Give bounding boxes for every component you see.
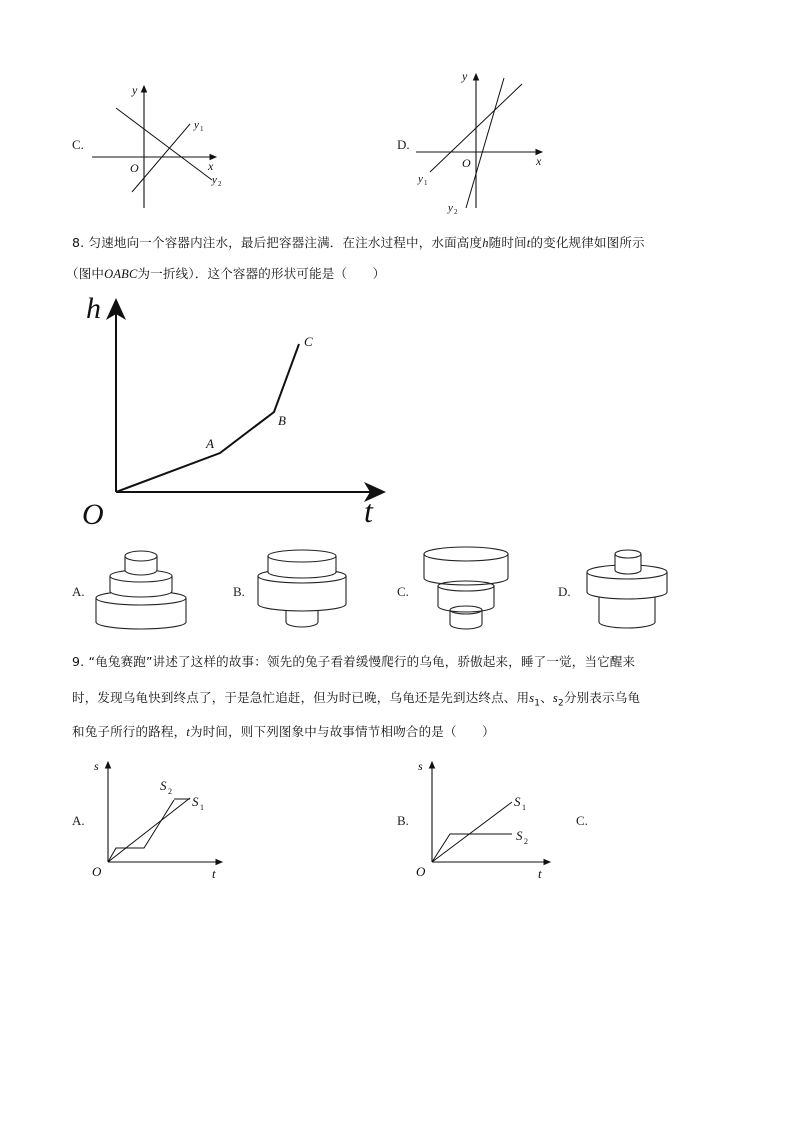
q8-container-d [583, 546, 673, 632]
origin-label: O [92, 864, 102, 879]
h-axis-label: h [86, 292, 101, 325]
q9-option-b-label: B. [397, 813, 409, 828]
point-c-label: C [304, 334, 313, 349]
y2-label: y [448, 202, 453, 214]
q9-text-line1: 9. “龟兔赛跑”讲述了这样的故事：领先的兔子看着缓慢爬行的乌龟，骄傲起来，睡了一觉，当它醒来 [72, 654, 636, 669]
q8-option-b-label: B. [233, 584, 245, 599]
line-s1 [432, 802, 512, 862]
q7-graph-d [410, 66, 560, 218]
q8-option-c-label: C. [397, 584, 409, 599]
y1-sub: 1 [200, 125, 204, 133]
s-axis-label: s [418, 759, 423, 773]
oabc-polyline [116, 344, 299, 492]
t-axis-label: t [212, 866, 216, 881]
x-axis-label: x [536, 154, 542, 168]
q9-option-c-label: C. [576, 813, 588, 828]
q8-container-a [92, 546, 190, 632]
origin-label: O [462, 156, 471, 170]
s-axis-label: s [94, 759, 99, 773]
s2-sub: 2 [168, 787, 172, 796]
y2-sub: 2 [218, 180, 222, 188]
q8-option-d-label: D. [558, 584, 571, 599]
y1-label: y [418, 173, 423, 185]
point-a-label: A [206, 436, 214, 451]
q9-graph-b [412, 756, 562, 884]
q8-option-a-label: A. [72, 584, 85, 599]
point-b-label: B [278, 413, 286, 428]
s1-label: S [514, 794, 521, 809]
line-s2 [432, 834, 512, 862]
line-y1 [132, 124, 190, 192]
s2-sub: 2 [524, 837, 528, 846]
t-axis-label: t [538, 866, 542, 881]
line-s2 [108, 800, 174, 862]
y-axis-label: y [132, 83, 138, 97]
origin-label: O [130, 161, 139, 175]
y2-label: y [212, 174, 217, 186]
q8-container-c [420, 544, 520, 634]
x-axis-label: x [208, 159, 214, 173]
q7-option-d-label: D. [397, 137, 410, 152]
t-axis-label: t [364, 493, 373, 528]
y-axis-label: y [462, 69, 468, 83]
line-s1 [108, 798, 190, 862]
s2-label: S [516, 828, 523, 843]
y1-label: y [194, 119, 199, 131]
q9-option-a-label: A. [72, 813, 85, 828]
q7-option-c-label: C. [72, 137, 84, 152]
origin-label: O [82, 498, 104, 528]
q9-text-line3: 和兔子所行的路程，t为时间，则下列图象中与故事情节相吻合的是（ ） [72, 724, 495, 739]
q8-text-line2: （图中OABC为一折线）．这个容器的形状可能是（ ） [66, 266, 386, 281]
s1-label: S [192, 794, 199, 809]
q8-graph [80, 288, 390, 528]
q8-text-line1: 8. 匀速地向一个容器内注水，最后把容器注满．在注水过程中，水面高度h随时间t的变化规律如图所示 [72, 235, 645, 250]
s2-label: S [160, 778, 167, 793]
y1-sub: 1 [424, 179, 428, 187]
line-y2 [466, 78, 504, 208]
y2-sub: 2 [454, 208, 458, 216]
s1-sub: 1 [200, 803, 204, 812]
q7-graph-c [86, 80, 236, 215]
s1-sub: 1 [522, 803, 526, 812]
origin-label: O [416, 864, 426, 879]
q9-text-line2: 时，发现乌龟快到终点了，于是急忙追赶，但为时已晚，乌龟还是先到达终点、用$s_1$、$s_2$分别表示乌龟 [72, 690, 641, 709]
q8-container-b [254, 546, 350, 632]
q9-graph-a [90, 756, 230, 884]
